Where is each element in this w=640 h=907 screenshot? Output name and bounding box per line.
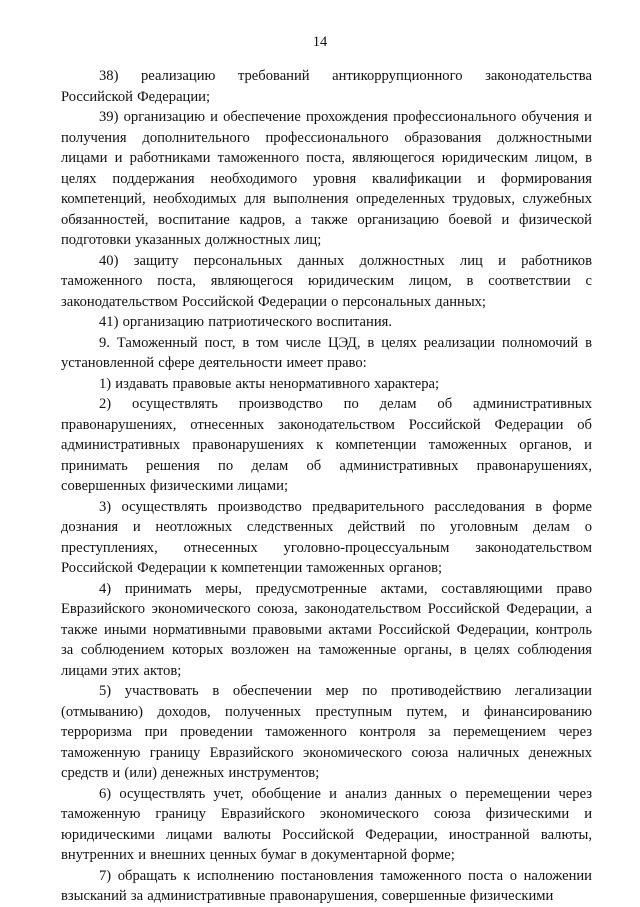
paragraph-section-9: 9. Таможенный пост, в том числе ЦЭД, в целях реализации полномочий в установленной сфере деятельности имеет право:: [61, 334, 592, 371]
paragraph-item-40: 40) защиту персональных данных должностных лиц и работников таможенного поста, являющегося юридическим лицом, в соответствии с законодательством Российской Федерации о персональных данных;: [61, 252, 592, 310]
paragraph-right-2: 2) осуществлять производство по делам об административных правонарушениях, отнесенных законодательством Российской Федерации об административных правонарушениях к компетенции таможенных органов, и принимать решения по делам об административных правонарушениях, совершенных физическими лицами;: [61, 396, 592, 494]
paragraph-item-39: 39) организацию и обеспечение прохождения профессионального обучения и получения дополнительного профессионального образования должностными лицами и работниками таможенного поста, являющегося юридическим лицом, в целях поддержания необходимого уровня квалификации и формирования компетенций, необходимых для выполнения определенных трудовых, служебных обязанностей, воспитание кадров, а также организацию боевой и физической подготовки указанных должностных лиц;: [61, 109, 592, 248]
paragraph-right-5: 5) участвовать в обеспечении мер по противодействию легализации (отмыванию) доходов, полученных преступным путем, и финансированию терроризма при проведении таможенного контроля за перемещением через таможенную границу Евразийского экономического союза наличных денежных средств и (или) денежных инструментов;: [61, 683, 592, 781]
paragraph-right-3: 3) осуществлять производство предварительного расследования в форме дознания и неотложных следственных действий по уголовным делам о преступлениях, отнесенных уголовно-процессуальным законодательством Российской Федерации к компетенции таможенных органов;: [61, 498, 592, 576]
paragraph-item-38: 38) реализацию требований антикоррупционного законодательства Российской Федерации;: [61, 68, 592, 105]
page-number: 14: [312, 34, 328, 50]
paragraph-right-4: 4) принимать меры, предусмотренные актами, составляющими право Евразийского экономического союза, законодательством Российской Федерации, а также иными нормативными правовыми актами Российской Федерации, контроль за соблюдением которых возложен на таможенные органы, в целях соблюдения лицами этих актов;: [61, 580, 592, 679]
paragraph-right-6: 6) осуществлять учет, обобщение и анализ данных о перемещении через таможенную границу Евразийского экономического союза физическими и юридическими лицами валюты Российской Федерации, иностранной валюты, внутренних и внешних ценных бумаг в документарной форме;: [61, 785, 592, 863]
paragraph-item-41: 41) организацию патриотического воспитания.: [99, 314, 392, 330]
document-body: [61, 66, 592, 907]
paragraph-right-1: 1) издавать правовые акты ненормативного характера;: [99, 375, 440, 392]
paragraph-right-7: 7) обращать к исполнению постановления таможенного поста о наложении взысканий за административные правонарушения, совершенные физическими: [61, 867, 592, 904]
